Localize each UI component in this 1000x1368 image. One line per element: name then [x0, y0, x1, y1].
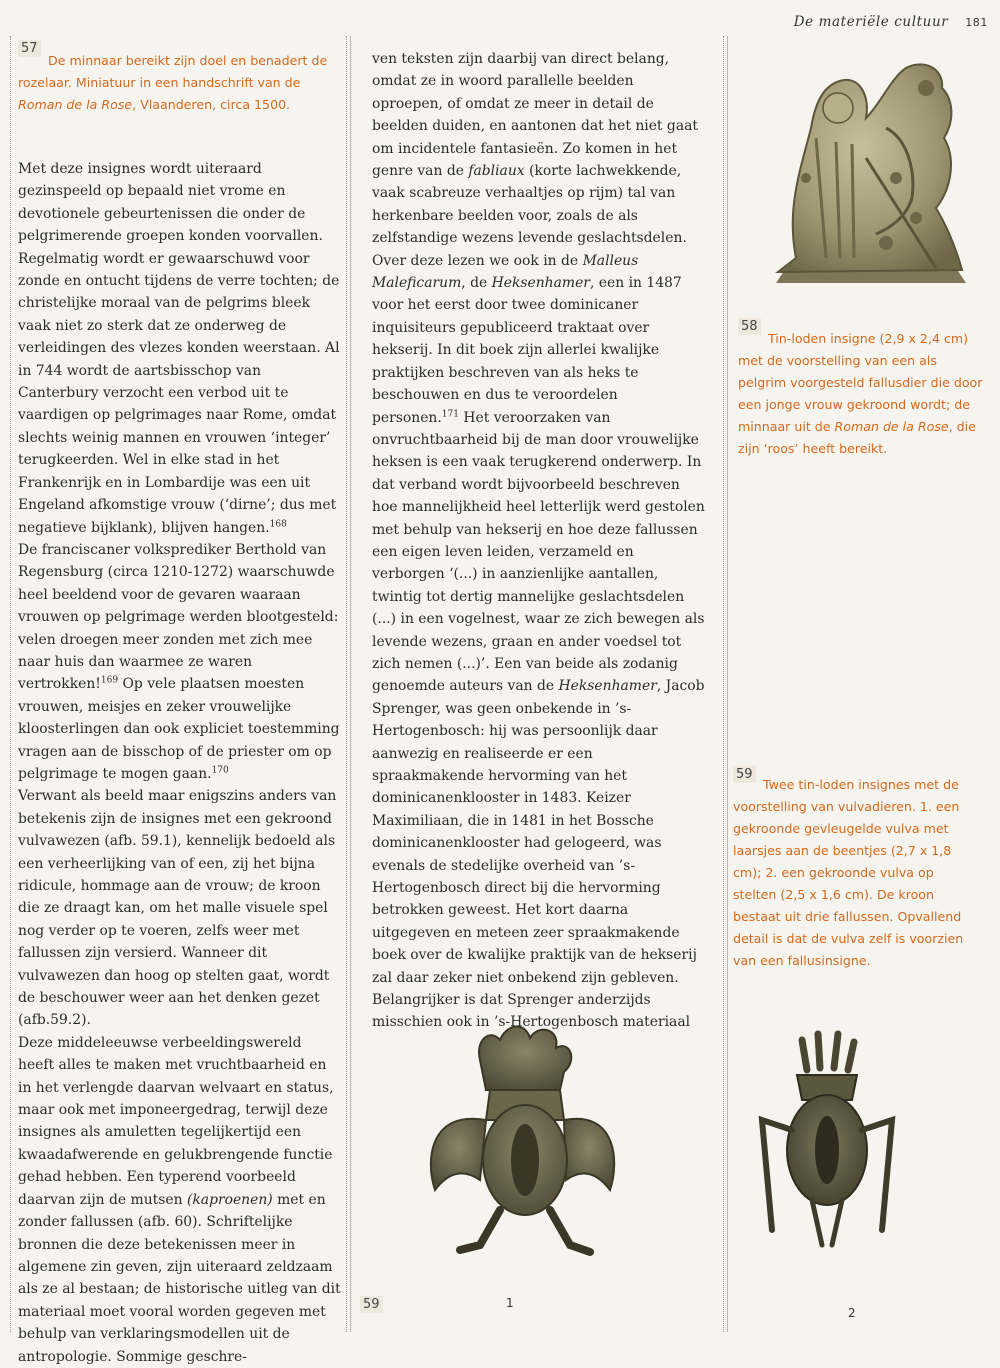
figure-57-caption-a: De minnaar bereikt zijn doel en benadert de rozelaar. Miniatuur in een handschrift van de	[18, 53, 328, 90]
figure-57-number: 57	[18, 40, 41, 57]
footnote-ref-171: 171	[441, 408, 459, 419]
figure-57-caption	[18, 50, 346, 116]
paragraph-2-text-b: Op vele plaatsen moesten vrouwen, meisjes en zeker vrouwelijke kloosterlingen dan ook expliciet toestemming vragen aan de bisschop of de priester om op pelgrimage te mogen gaan.	[18, 676, 340, 782]
column-guide-2	[723, 36, 724, 1332]
figure-59-label-1: 1	[506, 1296, 514, 1310]
winged-vulva-badge-photo	[420, 1020, 625, 1260]
paragraph-1	[18, 158, 342, 539]
paragraph-4	[18, 1032, 342, 1368]
paragraph-5-text-e: Het veroorzaken van onvruchtbaarheid bij de man door vrouwelijke heksen is een vaak terugkerend onderwerp. In dat verband wordt bijvoorbeeld beschreven hoe mannelijkheid heel letterlijk werd gestolen met behulp van hekserij en hoe deze fallussen een eigen leven leiden, verzameld en verborgen ‘(...) in aanzienlijke aantallen, twintig tot dertig mannelijke geslachtsdelen (...) in een vogelnest, waar ze zich bewegen als levende wezens, graan en ander voedsel tot zich nemen (...)’. Een van beide als zodanig genoemde auteurs van de	[372, 409, 705, 695]
running-title: De materiële cultuur	[793, 14, 949, 30]
paragraph-4-italic: (kaproenen)	[186, 1191, 273, 1208]
column-guide-1	[346, 36, 347, 1332]
body-column-1	[18, 158, 342, 1368]
running-header	[794, 14, 988, 30]
figure-59-number: 59	[733, 766, 756, 783]
paragraph-5-text-d: , een in 1487 voor het eerst door twee dominicaner inquisiteurs gepubliceerd traktaat over hekserij. In dit boek zijn allerlei kwalijke praktijken beschreven van als heks te beschouwen en dus te veroordelen personen.	[372, 275, 682, 426]
figure-58-caption-a: Tin-loden insigne (2,9 x 2,4 cm) met de voorstelling van een als pelgrim voorgesteld fallusdier die door een jonge vrouw gekroond wordt; de minnaar uit de	[738, 331, 983, 434]
paragraph-5-text-f: , Jacob Sprenger, was geen onbekende in ’s-Hertogenbosch: hij was persoonlijk daar aanwezig en realiseerde er een spraakmakende hervorming van het dominicanenklooster in 1483. Keizer Maximiliaan, die in 1481 in het Bossche dominicanenklooster had gelogeerd, was evenals de stedelijke overheid van ’s-Hertogenbosch direct bij die hervorming betrokken geweest. Het kort daarna uitgegeven en meteen zeer spraakmakende boek over de kwalijke praktijk van de hekserij zal daar zeker niet onbekend zijn gebleven. Belangrijker is dat Sprenger anderzijds misschien ook in ’s-Hertogenbosch materiaal	[372, 678, 705, 1031]
footnote-ref-169: 169	[100, 675, 119, 686]
figure-59-label-2: 2	[848, 1306, 856, 1320]
paragraph-5-text: ven teksten zijn daarbij van direct belang, omdat ze in woord parallelle beelden oproepen, of omdat ze meer in detail de beelden duiden, en aantonen dat het niet gaat om incidentele fantasieën. Zo komen in het genre van de	[372, 51, 698, 180]
body-column-2	[372, 48, 706, 1034]
footnote-ref-168: 168	[269, 518, 287, 529]
fabliaux-italic: fabliaux	[468, 163, 525, 180]
paragraph-3-text: Verwant als beeld maar enigszins anders van betekenis zijn de insignes met een gekroond vulvawezen (afb. 59.1), kennelijk bedoeld als een verheerlijking van of een, zij het bijna ridicule, hommage aan de vrouw; de kroon die ze draagt kan, om het malle visuele spel nog verder op te voeren, zelfs weer met fallussen zijn versierd. Wanneer dit vulvawezen dan hoog op stelten gaat, wordt de beschouwer weer aan het denken gezet (afb.59.2).	[18, 788, 337, 1029]
stilts-vulva-badge-photo	[752, 1030, 902, 1250]
footnote-ref-170: 170	[211, 765, 229, 776]
heksenhamer-italic-2: Heksenhamer	[558, 678, 657, 695]
paragraph-4-text-b: met en zonder fallussen (afb. 60). Schriftelijke bronnen die deze betekenissen meer in algemene zin geven, zijn uiteraard zeldzaam als ze al bestaan; de historische uitleg van dit materiaal moet vooral worden gegeven met behulp van verklaringsmodellen uit de antropologie. Sommige geschre-	[18, 1191, 341, 1365]
paragraph-2-text: De franciscaner volksprediker Berthold van Regensburg (circa 1210-1272) waarschuwde heel beeldend voor de gevaren waaraan vrouwen op pelgrimage werden blootgesteld: velen droegen meer zonden met zich mee naar huis dan waarmee ze waren vertrokken!	[18, 541, 339, 693]
figure-57-caption-b: , Vlaanderen, circa 1500.	[132, 97, 291, 112]
page-number: 181	[965, 16, 988, 29]
paragraph-1-text: Met deze insignes wordt uiteraard gezinspeeld op bepaald niet vrome en devotionele gebeurtenissen die onder de pelgrimerende groepen konden voorvallen. Regelmatig wordt er gewaarschuwd voor zonde en ontucht tijdens de verre tochten; de christelijke moraal van de pelgrims bleek vaak niet zo sterk dat ze onderweg de verleidingen des vlezes konden weerstaan. Al in 744 wordt de aartsbisschop van Canterbury verzocht een verbod uit te vaardigen op pelgrimages naar Rome, omdat slechts weinig mannen en vrouwen ‘integer’ terugkeerden. Wel in elke stad in het Frankenrijk en in Lombardije was een uit Engeland afkomstige vrouw (‘dirne’; dus met negatieve bijklank), blijven hangen.	[18, 161, 340, 536]
figure-59-caption: Twee tin-loden insignes met de voorstelling van vulvadieren. 1. een gekroonde gevleugelde vulva met laarsjes aan de beentjes (2,7 x 1,8 cm); 2. een gekroonde vulva op stelten (2,5 x 1,6 cm). De kroon bestaat uit drie fallussen. Opvallend detail is dat de vulva zelf is voorzien van een fallusinsigne.	[733, 777, 964, 968]
paragraph-5-text-c: , de	[461, 275, 492, 292]
figure-58-caption	[738, 328, 984, 460]
pilgrim-badge-photo	[766, 58, 972, 286]
figure-58-caption-b: , die zijn ‘roos’ heeft bereikt.	[738, 419, 976, 456]
paragraph-5	[372, 48, 706, 1034]
figure-59-bottom-number: 59	[360, 1296, 383, 1313]
figure-57-caption-title: Roman de la Rose	[18, 97, 133, 112]
paragraph-2	[18, 539, 342, 785]
figure-58-caption-title: Roman de la Rose	[834, 419, 949, 434]
paragraph-3	[18, 785, 342, 1031]
column-guide-2b	[727, 36, 728, 1332]
malleus-italic: Malleus Maleficarum	[372, 252, 639, 292]
heksenhamer-italic: Heksenhamer	[491, 275, 590, 292]
paragraph-4-text: Deze middeleeuwse verbeeldingswereld heeft alles te maken met vruchtbaarheid en in het verlengde daarvan welvaart en status, maar ook met imponeergedrag, terwijl deze insignes als amuletten tegelijkertijd een kwaadafwerende en gelukbrengende functie gehad hebben. Een typerend voorbeeld daarvan zijn de mutsen	[18, 1034, 334, 1208]
column-guide-1b	[350, 36, 351, 1332]
column-guide-left	[10, 36, 11, 1332]
figure-58-number: 58	[738, 318, 761, 335]
paragraph-5-text-b: (korte lachwekkende, vaak scabreuze verhaaltjes op rijm) tal van herkenbare beelden voor, zoals de als zelfstandige wezens levende geslachtsdelen. Over deze lezen we ook in de	[372, 163, 687, 269]
